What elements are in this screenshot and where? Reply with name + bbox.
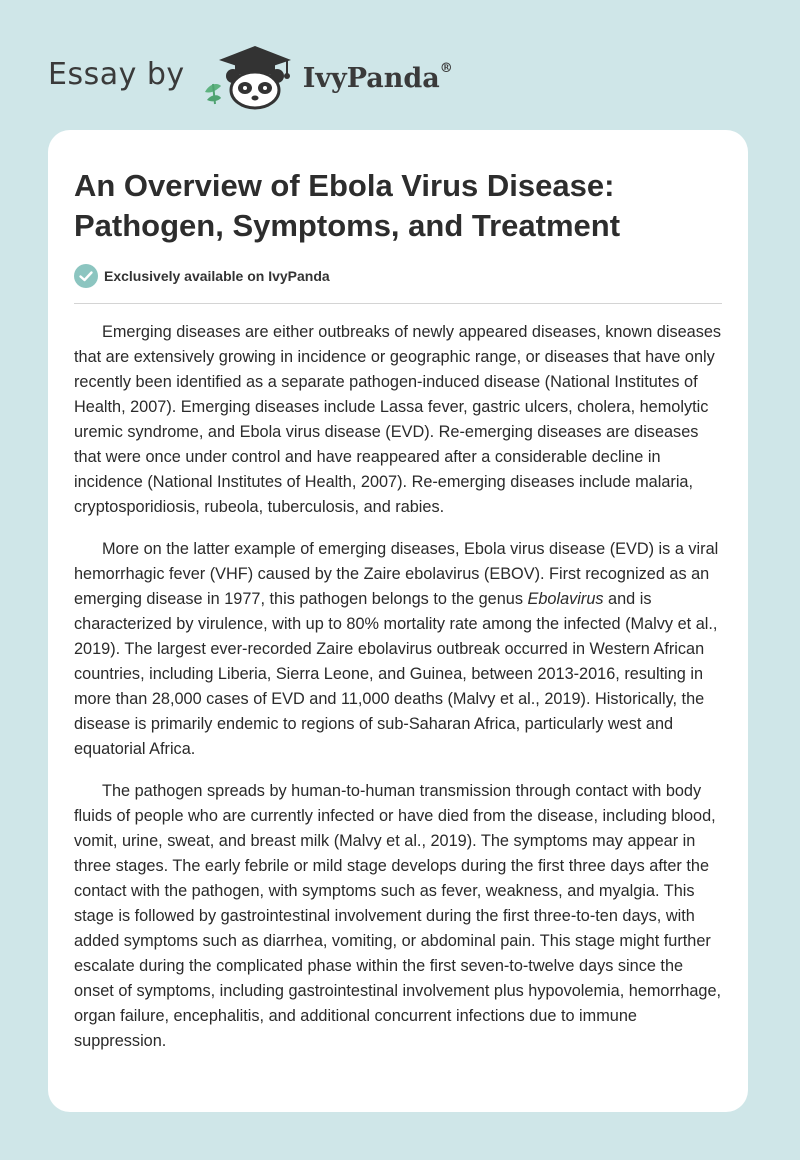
paragraph-1: Emerging diseases are either outbreaks of newly appeared diseases, known diseases that are extensively growing in incidence or geographic range, or diseases that have only recently been identified as a separate pathogen-induced disease (National Institutes of Health, 2007). Emerging diseases include Lassa fever, gastric ulcers, cholera, hemolytic uremic syndrome, and Ebola virus disease (EVD). Re-emerging diseases are diseases that were once under control and have reappeared after a considerable decline in incidence (National Institutes of Health, 2007). Re-emerging diseases include malaria, cryptosporidiosis, rubeola, tuberculosis, and rabies. <box>74 323 722 516</box>
site-header <box>48 34 453 114</box>
badge-text: Exclusively available on IvyPanda <box>104 268 330 284</box>
paragraph-3: The pathogen spreads by human-to-human transmission through contact with body fluids of people who are currently infected or have died from the disease, including blood, vomit, urine, sweat, and breast milk (Malvy et al., 2019). The symptoms may appear in three stages. The early febrile or mild stage develops during the first three days after the contact with the pathogen, with symptoms such as fever, weakness, and myalgia. This stage is followed by gastrointestinal involvement during the first three-to-ten days, with added symptoms such as diarrhea, vomiting, or abdominal pain. This stage might further escalate during the complicated phase within the first seven-to-twelve days since the onset of symptoms, including gastrointestinal involvement plus hypovolemia, hemorrhage, organ failure, encephalitis, and additional concurrent infections due to immune suppression. <box>74 782 722 1050</box>
check-circle-icon <box>74 264 98 288</box>
exclusive-badge <box>74 264 330 288</box>
panda-graduate-logo-icon[interactable] <box>199 38 295 110</box>
title-line-2: Pathogen, Symptoms, and Treatment <box>74 208 621 243</box>
brand-name[interactable]: IvyPanda® <box>302 60 453 94</box>
genus-italic: Ebolavirus <box>527 590 604 608</box>
registered-mark: ® <box>439 60 453 76</box>
essay-card <box>48 130 748 1112</box>
title-line-1: An Overview of Ebola Virus Disease: <box>74 168 615 203</box>
essay-by-label: Essay by <box>48 56 185 92</box>
essay-body <box>74 320 722 1071</box>
essay-title <box>74 166 714 246</box>
divider <box>74 303 722 304</box>
paragraph-2: More on the latter example of emerging diseases, Ebola virus disease (EVD) is a viral hemorrhagic fever (VHF) caused by the Zaire ebolavirus (EBOV). First recognized as an emerging disease in 1977, this pathogen belongs to the genus Ebolavirus and is characterized by virulence, with up to 80% mortality rate among the infected (Malvy et al., 2019). The largest ever-recorded Zaire ebolavirus outbreak occurred in Western African countries, including Liberia, Sierra Leone, and Guinea, between 2013-2016, resulting in more than 28,000 cases of EVD and 11,000 deaths (Malvy et al., 2019). Historically, the disease is primarily endemic to regions of sub-Saharan Africa, particularly west and equatorial Africa. <box>74 540 719 758</box>
